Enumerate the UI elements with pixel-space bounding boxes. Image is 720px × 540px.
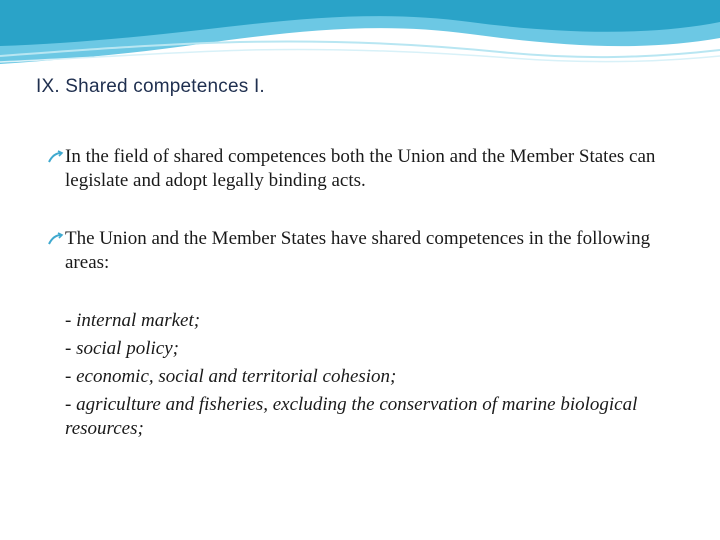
bullet-arrow-icon — [48, 232, 64, 246]
bullet-item — [48, 227, 688, 275]
bullet-arrow-icon — [48, 150, 64, 164]
list-item: - internal market; — [65, 310, 201, 331]
list-item: - social policy; — [65, 338, 179, 359]
areas-list — [65, 307, 695, 441]
list-item: - economic, social and territorial cohesion; — [65, 366, 397, 387]
bullet-text: The Union and the Member States have shared competences in the following areas: — [65, 228, 651, 273]
bullet-text: In the field of shared competences both the Union and the Member States can legislate and adopt legally binding acts. — [65, 146, 656, 191]
bullet-item — [48, 145, 688, 193]
list-item: - agriculture and fisheries, excluding the conservation of marine biological resources; — [65, 394, 638, 439]
slide-title: IX. Shared competences I. — [36, 76, 265, 97]
